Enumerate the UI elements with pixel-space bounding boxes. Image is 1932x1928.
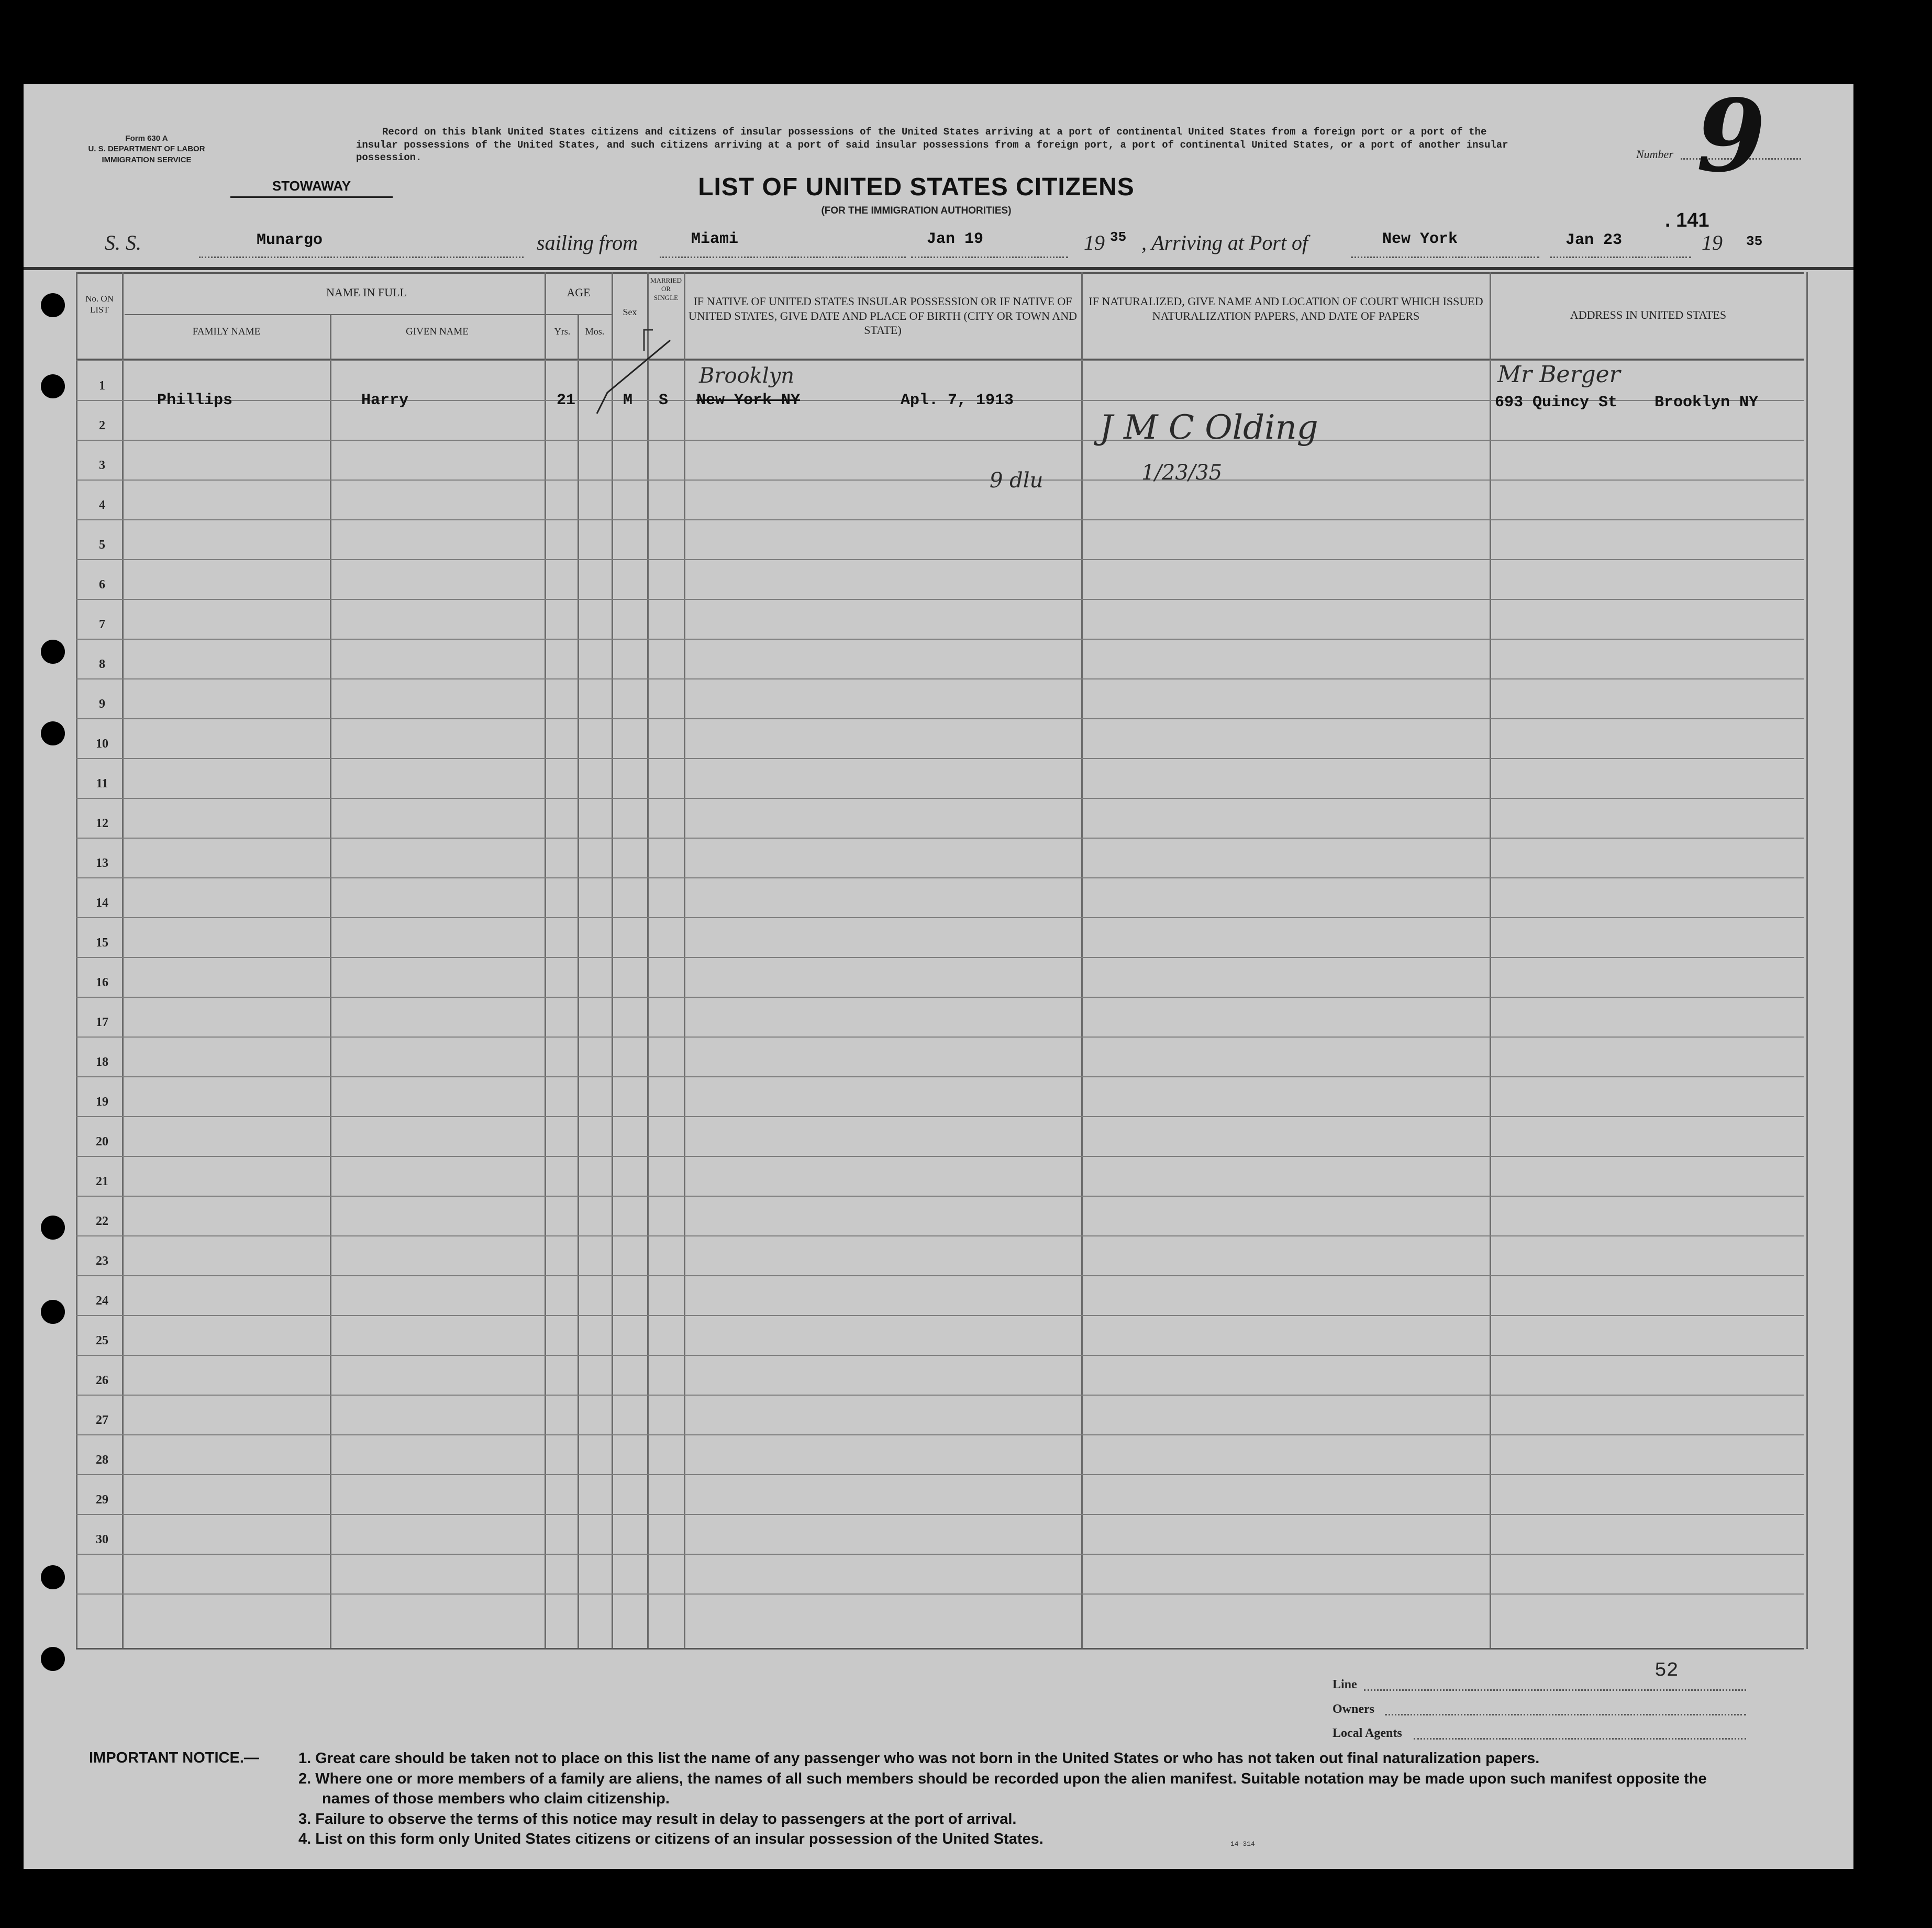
age-years-cell: 21 — [557, 392, 576, 409]
col-divider — [1490, 272, 1491, 1649]
row-rule — [76, 519, 1804, 520]
header-years: Yrs. — [554, 326, 571, 337]
departure-year: 35 — [1110, 229, 1127, 245]
header-list-number: No. ON LIST — [85, 294, 114, 315]
row-rule — [76, 957, 1804, 958]
row-number: 11 — [96, 777, 108, 790]
col-divider — [1806, 272, 1808, 1649]
punch-hole — [41, 1565, 65, 1589]
page-title: LIST OF UNITED STATES CITIZENS — [698, 173, 1135, 201]
col-divider — [76, 272, 77, 1649]
row-number: 12 — [96, 817, 108, 830]
naturalization-signature: J M C Olding — [1100, 408, 1318, 447]
row-rule — [76, 639, 1804, 640]
header-name-in-full: NAME IN FULL — [326, 286, 407, 299]
row-rule — [76, 798, 1804, 799]
row-rule — [76, 1554, 1804, 1555]
manifest-sheet — [24, 77, 1853, 1869]
row-number: 16 — [96, 976, 108, 989]
given-name-cell: Harry — [361, 392, 409, 409]
header-birth: IF NATIVE OF UNITED STATES INSULAR POSSESSION OR IF NATIVE OF UNITED STATES, GIVE DATE AND PLACE OF BIRTH (CITY OR TOWN AND STATE) — [688, 295, 1078, 337]
table-top-border — [76, 272, 1804, 274]
row-rule — [76, 1434, 1804, 1435]
birth-place-correction: Brooklyn — [699, 364, 795, 388]
ss-label: S. S. — [105, 231, 141, 254]
punch-hole — [41, 293, 65, 317]
agents-label: Local Agents — [1333, 1726, 1402, 1740]
row-rule — [76, 1196, 1804, 1197]
instructions-text: Record on this blank United States citizens and citizens of insular possessions of the United States arriving at a port of continental United States from a foreign port or a port of the insular possessions of the United States, and such citizens arriving at a port of said insular possessions from a foreign port, a port of continental United States, or a port of another insular possession. — [356, 126, 1508, 164]
stowaway-stamp: STOWAWAY — [230, 178, 393, 198]
notice-item-2: 2. Where one or more members of a family are aliens, the names of all such members should be recorded upon the alien manifest. Suitable notation may be made upon such manifest opposite the names of those members who claim citizenship. — [298, 1770, 1707, 1808]
list-number: . 141 — [1665, 209, 1709, 231]
row-number: 4 — [99, 498, 105, 512]
row-number: 26 — [96, 1374, 108, 1387]
col-divider — [122, 272, 124, 1649]
birth-date-cell: Apl. 7, 1913 — [901, 392, 1014, 409]
row-number: 7 — [99, 618, 105, 631]
notice-list — [298, 1748, 1754, 1849]
punch-hole — [41, 721, 65, 745]
department-name: U. S. DEPARTMENT OF LABOR — [88, 144, 205, 154]
row-number: 14 — [96, 896, 108, 910]
row-number: 19 — [96, 1095, 108, 1109]
row-rule — [76, 718, 1804, 719]
punch-hole — [41, 640, 65, 664]
clerk-initials: 9 dlu — [990, 469, 1043, 493]
marital-status-cell: S — [659, 392, 669, 409]
row-rule — [76, 997, 1804, 998]
row-rule — [76, 1275, 1804, 1276]
family-name-cell: Phillips — [157, 392, 233, 409]
header-months: Mos. — [585, 326, 605, 337]
row-number: 2 — [99, 419, 105, 432]
col-divider — [684, 272, 685, 1649]
header-address: ADDRESS IN UNITED STATES — [1570, 308, 1727, 321]
col-divider — [330, 314, 331, 1649]
print-code: 14—314 — [1230, 1840, 1255, 1848]
row-rule — [76, 1037, 1804, 1038]
departure-date-line — [911, 255, 1068, 258]
row-rule — [76, 1395, 1804, 1396]
row-rule — [76, 1076, 1804, 1077]
col-divider — [545, 272, 546, 1649]
notice-label: IMPORTANT NOTICE.— — [89, 1749, 259, 1766]
line-label: Line — [1333, 1678, 1357, 1691]
header-married-single: MARRIED OR SINGLE — [650, 276, 682, 302]
header-rule — [24, 267, 1853, 270]
page-number: 52 — [1655, 1659, 1679, 1682]
row-number: 23 — [96, 1254, 108, 1268]
sailing-label: sailing from — [537, 231, 638, 254]
row-number: 8 — [99, 657, 105, 671]
form-id — [73, 133, 220, 165]
arrival-year: 35 — [1746, 233, 1763, 249]
service-name: IMMIGRATION SERVICE — [102, 155, 192, 164]
bracket-mark — [640, 327, 656, 353]
row-number: 1 — [99, 379, 105, 393]
sheet-number: 9 — [1696, 77, 1766, 194]
row-number: 29 — [96, 1493, 108, 1507]
line-field — [1364, 1688, 1746, 1691]
col-divider — [578, 314, 579, 1649]
row-rule — [76, 1355, 1804, 1356]
row-number: 6 — [99, 578, 105, 592]
row-rule — [76, 877, 1804, 878]
row-rule — [76, 440, 1804, 441]
notice-item-1: 1. Great care should be taken not to place on this list the name of any passenger who was not born in the United States or who has not taken out final naturalization papers. — [298, 1750, 1540, 1767]
row-number: 25 — [96, 1334, 108, 1347]
arrival-year-prefix: 19 — [1702, 231, 1723, 254]
punch-hole — [41, 1300, 65, 1324]
col-divider — [1081, 272, 1083, 1649]
notice-item-4: 4. List on this form only United States citizens or citizens of an insular possession of the United States. — [298, 1831, 1043, 1848]
arriving-label: , Arriving at Port of — [1141, 231, 1308, 254]
naturalization-date-note: 1/23/35 — [1141, 461, 1223, 485]
page-subtitle: (FOR THE IMMIGRATION AUTHORITIES) — [821, 205, 1012, 216]
punch-hole — [41, 374, 65, 398]
row-number: 18 — [96, 1055, 108, 1069]
row-number: 28 — [96, 1453, 108, 1467]
table-bottom-border — [76, 1648, 1804, 1650]
departure-date: Jan 19 — [927, 230, 984, 248]
row-rule — [76, 599, 1804, 600]
row-rule — [76, 559, 1804, 560]
row-rule — [76, 480, 1804, 481]
row-number: 21 — [96, 1175, 108, 1188]
row-rule — [76, 1593, 1804, 1595]
row-number: 27 — [96, 1413, 108, 1427]
row-number: 13 — [96, 856, 108, 870]
departure-port-line — [660, 255, 906, 258]
header-naturalized: IF NATURALIZED, GIVE NAME AND LOCATION OF COURT WHICH ISSUED NATURALIZATION PAPERS, AND DATE OF PAPERS — [1089, 295, 1483, 322]
notice-item-3: 3. Failure to observe the terms of this notice may result in delay to passengers at the port of arrival. — [298, 1810, 1017, 1827]
row-number: 9 — [99, 697, 105, 711]
number-label: Number — [1636, 148, 1673, 161]
address-annotation: Mr Berger — [1497, 361, 1620, 388]
row-number: 24 — [96, 1294, 108, 1308]
row-number: 10 — [96, 737, 108, 751]
row-rule — [76, 678, 1804, 679]
punch-hole — [41, 1647, 65, 1671]
row-number: 30 — [96, 1533, 108, 1546]
row-rule — [76, 1235, 1804, 1236]
departure-year-prefix: 19 — [1084, 231, 1105, 254]
arrival-port: New York — [1382, 230, 1458, 248]
sex-cell: M — [623, 392, 633, 409]
address-city-cell: Brooklyn NY — [1655, 394, 1759, 411]
col-divider — [612, 272, 613, 1649]
check-mark — [586, 335, 681, 419]
row-rule — [76, 1156, 1804, 1157]
row-rule — [76, 758, 1804, 759]
col-divider — [647, 272, 649, 1649]
row-number: 20 — [96, 1135, 108, 1149]
row-number: 22 — [96, 1214, 108, 1228]
name-subheader-rule — [125, 314, 612, 315]
header-given-name: GIVEN NAME — [406, 326, 469, 337]
row-rule — [76, 917, 1804, 918]
row-rule — [76, 1514, 1804, 1515]
ship-line — [199, 255, 524, 258]
header-sex: Sex — [623, 307, 637, 317]
row-number: 3 — [99, 459, 105, 472]
arrival-date-line — [1550, 255, 1691, 258]
punch-hole — [41, 1216, 65, 1240]
birth-place-cell: New York NY — [696, 392, 801, 409]
owners-field — [1385, 1713, 1746, 1715]
arrival-port-line — [1351, 255, 1539, 258]
row-rule — [76, 1315, 1804, 1316]
row-rule — [76, 838, 1804, 839]
row-number: 5 — [99, 538, 105, 552]
owners-label: Owners — [1333, 1702, 1374, 1716]
address-street-cell: 693 Quincy St — [1495, 394, 1618, 411]
departure-port: Miami — [691, 230, 739, 248]
row-rule — [76, 1116, 1804, 1117]
ship-name: Munargo — [257, 231, 323, 249]
row-number: 15 — [96, 936, 108, 950]
arrival-date: Jan 23 — [1565, 231, 1623, 249]
header-family-name: FAMILY NAME — [192, 326, 261, 337]
row-rule — [76, 1474, 1804, 1475]
header-age: AGE — [567, 286, 591, 299]
agents-field — [1414, 1737, 1746, 1740]
row-number: 17 — [96, 1016, 108, 1029]
form-number: Form 630 A — [125, 134, 168, 143]
